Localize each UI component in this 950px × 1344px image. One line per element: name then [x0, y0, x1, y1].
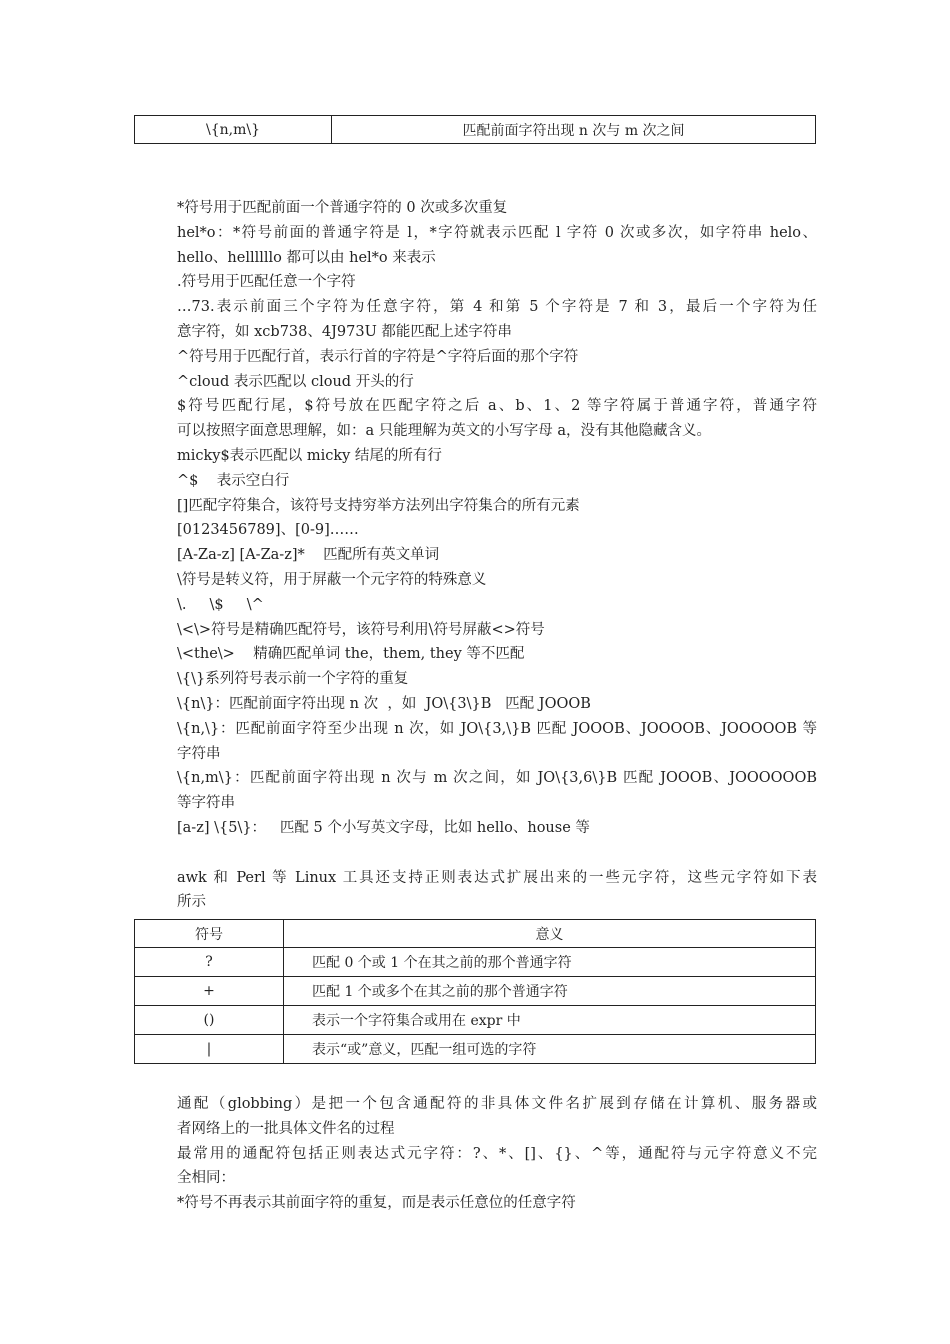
meaning-cell: 匹配 1 个或多个在其之前的那个普通字符: [284, 977, 816, 1006]
top-table: [134, 115, 816, 144]
body-text: [177, 196, 817, 915]
meaning-cell: 表示一个字符集合或用在 expr 中: [284, 1006, 816, 1035]
symbol-cell: ?: [135, 948, 284, 977]
text-line: \<the\> 精确匹配单词 the，them, they 等不匹配: [177, 646, 525, 663]
text-line: \符号是转义符，用于屏蔽一个元字符的特殊意义: [177, 571, 487, 588]
text-line: ^符号用于匹配行首，表示行首的字符是^字符后面的那个字符: [177, 348, 579, 365]
text-line: 通配（globbing）是把一个包含通配符的非具体文件名扩展到存储在计算机、服务器或: [177, 1096, 817, 1112]
text-line: 最常用的通配符包括正则表达式元字符：?、*、[]、{}、^等，通配符与元字符意义不完: [177, 1145, 817, 1162]
symbol-cell: \{n,m\}: [135, 116, 332, 144]
column-header: 符号: [135, 920, 284, 948]
text-line: 者网络上的一批具体文件名的过程: [177, 1120, 395, 1137]
text-line: hello、hellllllo 都可以由 hel*o 来表示: [177, 249, 436, 266]
text-line: ^$ 表示空白行: [177, 472, 290, 489]
meaning-cell: 匹配前面字符出现 n 次与 m 次之间: [332, 116, 816, 144]
table-row: [135, 948, 816, 977]
symbol-cell: (): [135, 1006, 284, 1035]
text-line: 全相同：: [177, 1170, 235, 1187]
column-header: 意义: [284, 920, 816, 948]
text-line: [a-z] \{5\}： 匹配 5 个小写英文字母，比如 hello、house 等: [177, 819, 590, 836]
symbol-cell: +: [135, 977, 284, 1006]
table-row: [135, 977, 816, 1006]
text-line: [A-Za-z] [A-Za-z]* 匹配所有英文单词: [177, 547, 440, 564]
text-line: \{\}系列符号表示前一个字符的重复: [177, 671, 409, 688]
text-line: awk 和 Perl 等 Linux 工具还支持正则表达式扩展出来的一些元字符，这些元字符如下表: [177, 869, 817, 886]
extended-metachar-table: [134, 919, 816, 1064]
text-line: *符号不再表示其前面字符的重复，而是表示任意位的任意字符: [177, 1195, 576, 1212]
meaning-cell: 匹配 0 个或 1 个在其之前的那个普通字符: [284, 948, 816, 977]
text-line: micky$表示匹配以 micky 结尾的所有行: [177, 447, 442, 464]
text-line: []匹配字符集合，该符号支持穷举方法列出字符集合的所有元素: [177, 497, 580, 514]
table-row: [135, 116, 816, 144]
text-line: 所示: [177, 894, 206, 911]
text-line: \<\>符号是精确匹配符号，该符号利用\符号屏蔽<>符号: [177, 621, 545, 638]
symbol-cell: |: [135, 1035, 284, 1064]
text-line: $符号匹配行尾，$符号放在匹配字符之后 a、b、1、2 等字符属于普通字符，普通字符: [177, 398, 817, 415]
blank-line: [177, 841, 817, 866]
text-line: \{n,m\}：匹配前面字符出现 n 次与 m 次之间，如 JO\{3,6\}B 匹配 JOOOB、JOOOOOOB: [177, 770, 817, 787]
table-row: [135, 1006, 816, 1035]
text-line: \{n\}：匹配前面字符出现 n 次 ，如 JO\{3\}B 匹配 JOOOB: [177, 695, 591, 712]
globbing-text: [177, 1092, 817, 1216]
text-line: 意字符，如 xcb738、4J973U 都能匹配上述字符串: [177, 323, 512, 340]
table-row: [135, 1035, 816, 1064]
text-line: *符号用于匹配前面一个普通字符的 0 次或多次重复: [177, 200, 508, 216]
text-line: \{n,\}：匹配前面字符至少出现 n 次，如 JO\{3,\}B 匹配 JOOOB、JOOOOB、JOOOOOB 等: [177, 720, 817, 737]
text-line: 字符串: [177, 745, 221, 762]
meaning-cell: 表示“或”意义，匹配一组可选的字符: [284, 1035, 816, 1064]
text-line: 可以按照字面意思理解，如：a 只能理解为英文的小写字母 a，没有其他隐藏含义。: [177, 423, 712, 440]
text-line: ^cloud 表示匹配以 cloud 开头的行: [177, 373, 414, 390]
text-line: [0123456789]、[0-9]……: [177, 522, 359, 539]
text-line: \. \$ \^: [177, 596, 264, 613]
text-line: 等字符串: [177, 795, 235, 812]
text-line: .符号用于匹配任意一个字符: [177, 274, 356, 291]
table-header-row: [135, 920, 816, 948]
text-line: …73.表示前面三个字符为任意字符，第 4 和第 5 个字符是 7 和 3，最后一个字符为任: [177, 299, 817, 316]
text-line: hel*o：*符号前面的普通字符是 l，*字符就表示匹配 l 字符 0 次或多次，如字符串 helo、: [177, 224, 817, 241]
